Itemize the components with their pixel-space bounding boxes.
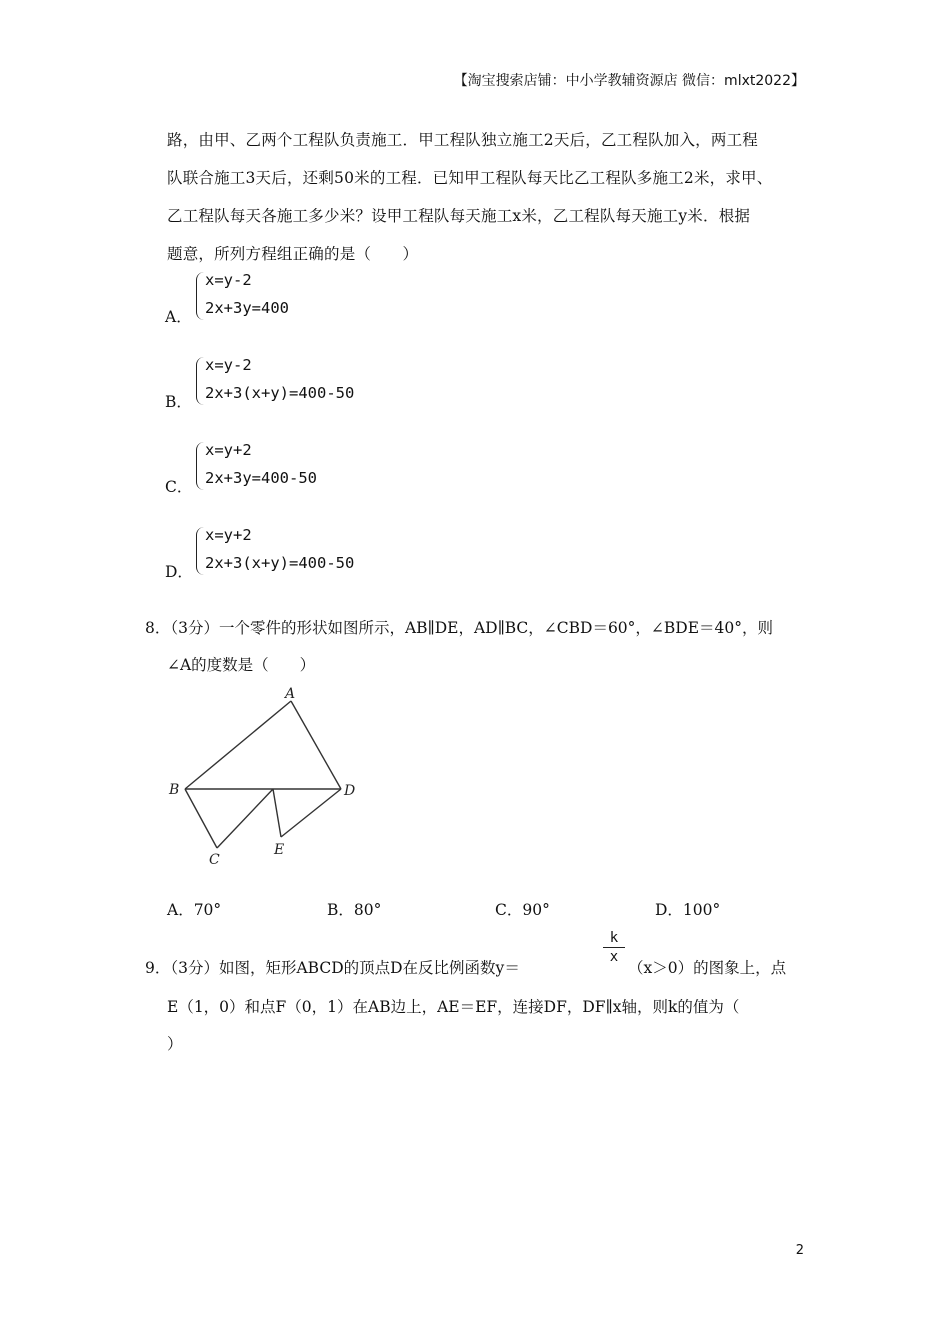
q8-figure (160, 680, 370, 870)
label-c: C (209, 852, 220, 868)
label-e: E (274, 842, 285, 858)
segment-bc (185, 789, 217, 848)
q7-option-a-eq2: 2x+3y=400 (205, 299, 289, 317)
segment-ba (185, 701, 291, 789)
q9-stem-line-1a: 9．（3分）如图，矩形ABCD的顶点D在反比例函数y＝ (145, 959, 520, 977)
q8-option-c: C．90° (495, 901, 550, 919)
q7-line-2: 队联合施工3天后，还剩50米的工程．已知甲工程队每天比乙工程队多施工2米，求甲、 (167, 169, 773, 187)
q7-option-a-eq1: x=y-2 (205, 271, 252, 289)
q9-fraction (603, 929, 625, 966)
brace-icon (196, 527, 205, 575)
q8-option-a: A．70° (167, 901, 222, 919)
header-note: 【淘宝搜索店铺：中小学教辅资源店 微信：mlxt2022】 (453, 73, 805, 89)
label-b: B (169, 782, 180, 798)
q7-option-c-label: C． (165, 478, 193, 496)
q7-line-1: 路，由甲、乙两个工程队负责施工．甲工程队独立施工2天后，乙工程队加入，两工程 (167, 131, 758, 149)
q7-option-b-eq1: x=y-2 (205, 356, 252, 374)
brace-icon (196, 357, 205, 405)
page-number: 2 (795, 1243, 804, 1258)
q9-stem-line-3: ） (167, 1035, 183, 1053)
q7-line-3: 乙工程队每天各施工多少米？设甲工程队每天施工x米，乙工程队每天施工y米．根据 (167, 207, 751, 225)
label-a: A (285, 686, 296, 702)
q7-option-b-eq2: 2x+3(x+y)=400-50 (205, 384, 355, 402)
brace-icon (196, 272, 205, 320)
q9-frac-denominator: x (609, 949, 619, 965)
q7-option-d-label: D． (165, 563, 193, 581)
q8-stem-line-2: ∠A的度数是（ ） (167, 656, 316, 674)
q8-stem-line-1: 8．（3分）一个零件的形状如图所示，AB∥DE，AD∥BC，∠CBD＝60°，∠BDE＝40°，则 (145, 619, 774, 637)
brace-icon (196, 442, 205, 490)
q7-line-4: 题意，所列方程组正确的是（ ） (167, 245, 419, 263)
q7-option-c-eq1: x=y+2 (205, 441, 252, 459)
segment-e-bd (273, 789, 281, 837)
q7-option-d-eq1: x=y+2 (205, 526, 252, 544)
q9-stem-line-2: E（1，0）和点F（0，1）在AB边上，AE＝EF，连接DF，DF∥x轴，则k的值为（ (167, 998, 740, 1016)
q8-option-b: B．80° (327, 901, 382, 919)
q7-option-d-eq2: 2x+3(x+y)=400-50 (205, 554, 355, 572)
q9-stem-line-1b: （x＞0）的图象上，点 (628, 959, 787, 977)
segment-ed (281, 789, 341, 837)
q7-option-c-eq2: 2x+3y=400-50 (205, 469, 317, 487)
segment-c-bd (217, 789, 273, 848)
q8-option-d: D．100° (655, 901, 721, 919)
q7-option-b-label: B． (165, 393, 192, 411)
q7-option-a-label: A． (165, 308, 192, 326)
segment-ad (291, 701, 341, 789)
label-d: D (344, 783, 356, 799)
q9-frac-numerator: k (603, 929, 625, 948)
